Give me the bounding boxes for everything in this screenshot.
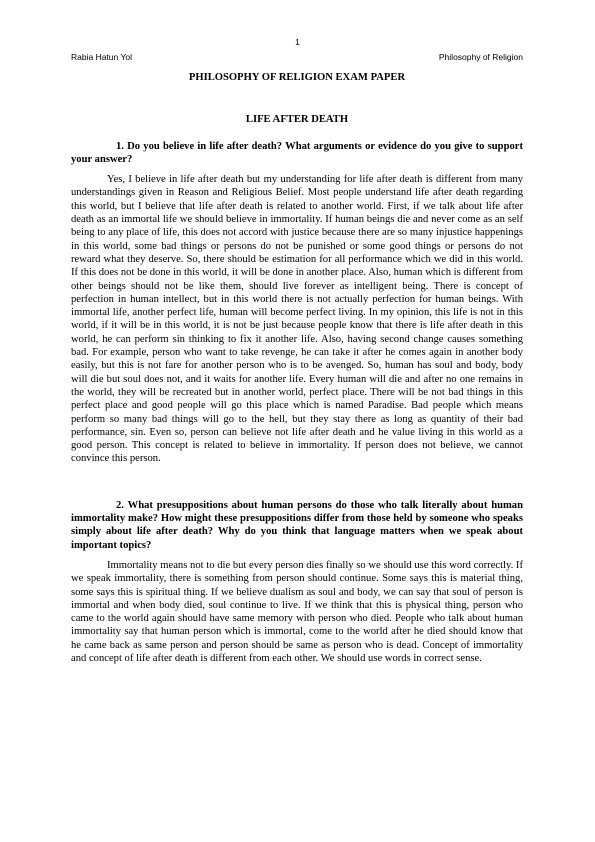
header-course: Philosophy of Religion [438, 52, 523, 62]
document-body [71, 71, 523, 665]
document-title: PHILOSOPHY OF RELIGION EXAM PAPER [188, 72, 406, 83]
header-author: Rabia Hatun Yol [71, 52, 132, 62]
section-title: LIFE AFTER DEATH [245, 114, 349, 126]
question-2: 2. What presuppositions about human persons do those who talk literally about human immortality make? How might these presuppositions differ from those held by someone who speaks simply about life after death? Why do you think that language matters when we speak about important topics? [71, 499, 523, 551]
answer-2: Immortality means not to die but every person dies finally so we should use this word correctly. If we speak immortality, there is something from person should continue. Some says this is material thing, some says this is spiritual thing. If we believe dualism as soul and body, we can say that soul of person is immortal and when body died, soul continue to live. If we think that this is physical thing, person who came to the world again should have same memory with person who died. People who talk about human immortality say that human person which is immortal, come to the world after he died should know that he came back as same person and person should be same as person who is dead. Concept of immortality and concept of life after death is different from each other. We should use words in correct sense. [71, 559, 523, 664]
answer-1: Yes, I believe in life after death but my understanding for life after death is different from many understandings given in Reason and Religious Belief. Most people understand life after death regarding this world, but I believe that life after death is related to another world. First, if we talk about life after death as an immortal life we should believe in immortality. If human beings die and never come as an self being to any place of life, this does not accord with justice because there are so many injustice happenings in this world, some bad things or persons do not be punished or some good things or persons do not reward what they deserve. So, there should be estimation for all performance which we did in this world. If this does not be done in this world, it will be done in another place. Also, human which is different from other beings should not be like them, should live forever as intelligent being. There is concept of perfection in human intellect, but in this world there is not actually perfection for human beings. With immortal life, another perfect life, human will become perfect living. In my opinion, this life is not in this world, if it will be in this world, it is not be just because people know that there is life after death in this world, he can perform sin thinking to fix it another life. Also, having second change causes something bad. For example, person who want to take revenge, he can take it after he comes again in another body easily, but this is not fare for another person who is to be avenged. So, human has soul and body, body will die but soul does not, and it waits for another life. Every human will die and after no one remains in the world, they will be recreated but in another world, perfect place. There will be not bad things in this perfect place and good people will go this place which is named Paradise. Bad people which means perform so many bad things will go to the hell, but they stay there as long as quantity of their bad performance, sin. Even so, person can believe not life after death and he value living in this world as a good person. This concept is related to believe in immortality. If person does not believe, we cannot convince this person. [71, 174, 523, 465]
question-1: 1. Do you believe in life after death? What arguments or evidence do you give to support your answer? [71, 140, 523, 165]
page-number: 1 [295, 37, 300, 47]
